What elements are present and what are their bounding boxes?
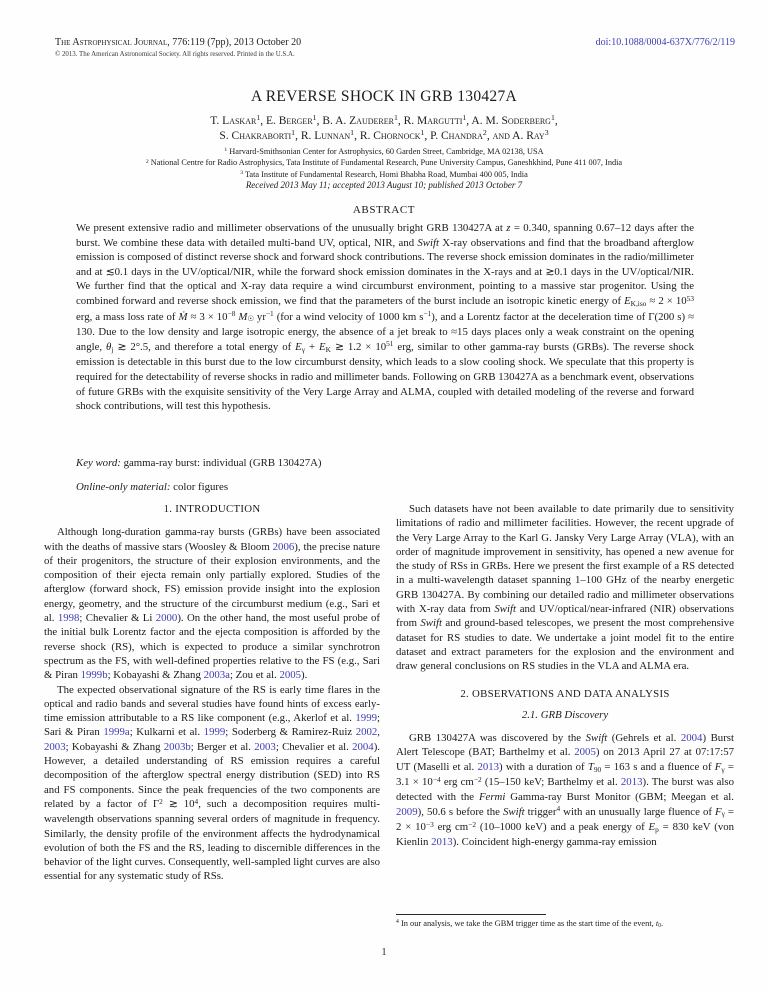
citation-link[interactable]: 2005: [279, 669, 302, 682]
paper-title: A REVERSE SHOCK IN GRB 130427A: [250, 88, 518, 105]
citation-link[interactable]: 2003: [44, 740, 66, 753]
text-run: Although long-duration gamma-ray bursts (GRBs) have been associated with the deaths of massive stars (Woosley & Bloom: [44, 526, 380, 553]
text-run: Harvard-Smithsonian Center for Astrophysics, 60 Garden Street, Cambridge, MA 02138, USA: [227, 147, 544, 156]
text-run: −8: [227, 309, 236, 319]
section-heading-introduction: 1. INTRODUCTION: [163, 503, 261, 515]
text-run: The expected observational signature of the RS is early time flares in the optical and radio bands and several studies have found hints of excess early-time emission attributable to a RS like component (e.g., Akerlof et al.: [44, 683, 380, 725]
text-run: Swift: [585, 732, 608, 745]
text-run: γ: [301, 344, 306, 354]
text-run: 1: [224, 147, 228, 154]
citation-link[interactable]: 2000: [155, 612, 178, 625]
author-line-1: [0, 114, 768, 129]
text-run: F: [714, 760, 722, 773]
text-run: 2: [145, 158, 149, 165]
citation-link[interactable]: 2003: [254, 740, 276, 753]
text-run: ), and a Lorentz factor at the deceleration time of Γ(200 s) ≈ 130. Due to the low density and large isotropic energy, the absence of a jet break to ≈15 days places only a weak constraint on the opening angle,: [76, 310, 694, 353]
text-run: +: [305, 340, 320, 353]
text-run: In our analysis, we take the GBM trigger time as the start time of the event,: [398, 919, 656, 928]
text-run: −1: [265, 309, 274, 319]
text-run: Swift: [420, 617, 443, 630]
text-run: , E. Berger: [260, 115, 313, 127]
section-heading-observations: 2. OBSERVATIONS AND DATA ANALYSIS: [460, 687, 670, 700]
text-run: 3: [240, 170, 244, 177]
text-run: E: [648, 820, 656, 833]
text-run: ), the precise nature of their progenitors, the structure of their explosion environments, and the composition of their ejecta remain only partially explored. Studies of the afterglow (forward shock, FS) emission provide insight into the explosion energy, geometry, and the structure of the circumburst medium (e.g., Sari et al.: [44, 540, 380, 625]
received-dates: Received 2013 May 11; accepted 2013 August 10; published 2013 October 7: [245, 180, 523, 190]
text-run: ). However, a detailed understanding of RS emission requires a careful decomposition of the afterglow spectral energy distribution (SED) into RS and FS components. Since the peak frequencies of the two components are related by a factor of Γ: [44, 740, 380, 810]
text-run: trigger: [524, 805, 557, 818]
text-run: = 0.340, spanning 0.67–12 days after the burst. We combine these data with detailed multi-band UV, optical, NIR, and: [76, 222, 694, 249]
citation-link[interactable]: 2013: [477, 760, 500, 773]
abstract-heading: ABSTRACT: [352, 204, 416, 216]
text-run: color figures: [170, 481, 229, 493]
text-run: −3: [425, 819, 434, 829]
affiliation-1: [0, 147, 768, 158]
copyright-line: © 2013. The American Astronomical Society. All rights reserved. Printed in the U.S.A.: [55, 51, 295, 58]
text-run: , R. Margutti: [397, 115, 463, 127]
text-run: F: [715, 805, 722, 818]
text-run: 51: [386, 339, 394, 349]
text-run: Swift: [503, 805, 525, 818]
text-run: , 776:119 (7pp), 2013 October 20: [167, 37, 302, 48]
intro-paragraph-1: [44, 525, 380, 682]
text-run: p: [655, 824, 659, 834]
text-run: 3: [544, 128, 549, 138]
text-run: γ: [721, 809, 725, 819]
text-run: γ: [721, 764, 725, 774]
text-run: 90: [593, 764, 602, 774]
text-run: S. Chakraborti: [219, 130, 292, 142]
text-run: X-ray observations and find that the broadband afterglow emission is composed of distinct reverse shock and forward shock contributions. The reverse shock emission dominates in the radio/millimeter and at ≲0.1 days in the UV/optical/NIR, while the forward shock emission dominates in the X-rays and at ≳0.1 days in the UV/optical/NIR. We further find that the optical and X-ray data require a wind circumburst environment, pointing to a massive star progenitor. Using the combined forward and reverse shock emission, we find that the parameters of the burst include an isotropic kinetic energy of: [76, 236, 695, 307]
text-run: = 2 × 10: [396, 805, 734, 833]
doi-link[interactable]: doi:10.1088/0004-637X/776/2/119: [595, 37, 735, 48]
text-run: −2: [468, 819, 476, 829]
text-run: 1: [291, 128, 296, 138]
text-run: 2: [159, 796, 163, 806]
text-run: (15–150 keV; Barthelmy et al.: [481, 776, 621, 789]
text-run: GRB 130427A was discovered by the: [409, 732, 586, 745]
intro-paragraph-2: [44, 683, 380, 884]
discovery-paragraph: [396, 731, 734, 849]
text-run: , B. A. Zauderer: [316, 115, 394, 127]
text-run: 4: [396, 919, 399, 926]
text-run: K,iso: [630, 298, 647, 308]
text-run: t: [655, 919, 659, 928]
text-run: ).: [301, 669, 308, 682]
text-run: , R. Lunnan: [295, 130, 351, 142]
text-run: j: [111, 344, 114, 354]
text-run: (Gehrels et al.: [607, 732, 681, 745]
text-run: T: [587, 760, 594, 773]
text-run: ≳ 2°.5, and therefore a total energy of: [113, 340, 296, 353]
text-run: ). The burst was also detected with the: [396, 776, 734, 804]
citation-link[interactable]: 2005: [574, 746, 596, 759]
text-run: −1: [423, 309, 432, 319]
text-run: Such datasets have not been available to date primarily due to sensitivity limitations of radio and millimeter facilities. However, the recent upgrade of the Very Large Array to the Karl G. Jansky Very Large Array (VLA), with an order of magnitude improvement in sensitivity, has opened a new avenue for the study of RSs in GRBs. Here we present the first example of a RS detected in a multi-wavelength dataset spanning 1–100 GHz of the nearby energetic GRB 130427A. By combining our detailed radio and millimeter observations with X-ray data from: [396, 503, 734, 616]
subsection-heading-grb-discovery: 2.1. GRB Discovery: [521, 708, 609, 721]
text-run: ☉: [247, 314, 254, 324]
text-run: erg cm: [433, 820, 469, 833]
text-run: 1: [550, 113, 555, 123]
text-run: with an unusually large fluence of: [560, 805, 715, 818]
text-run: erg cm: [440, 776, 474, 789]
citation-link[interactable]: 2006: [272, 540, 295, 553]
text-run: .: [661, 919, 664, 928]
citation-link[interactable]: 1999b: [80, 669, 108, 682]
text-run: , and A. Ray: [486, 130, 545, 142]
text-run: erg, a mass loss rate of: [76, 310, 179, 323]
text-run: 0: [658, 923, 662, 930]
affiliations: [0, 147, 768, 181]
citation-link[interactable]: 1999: [355, 712, 377, 725]
text-run: erg, similar to other gamma-ray bursts (GRBs). The reverse shock emission is detectable in this burst due to the low circumburst density, which leads to a slow cooling shock. We speculate that this property is required for the detectability of reverse shocks in radio and millimeter bands. Following on GRB 130427A as a benchmark event, observations of future GRBs with the exquisite sensitivity of the Very Large Array and ALMA, coupled with detailed modeling of the reverse and forward shock contributions, will test this hypothesis.: [76, 340, 694, 413]
text-run: ≈ 2 × 10: [646, 294, 687, 307]
text-run: ; Zou et al.: [229, 669, 280, 682]
text-run: T. Laskar: [210, 115, 257, 127]
text-run: K: [325, 344, 331, 354]
text-run: and ground-based telescopes, we present the most comprehensive dataset for RS studies to date. We undertake a joint model fit to the entire dataset and extract parameters for the explosion and the environment and draw general conclusions on RS studies in the VLA and ALMA era.: [396, 617, 734, 673]
text-run: , such a decomposition requires multi-wavelength observations spanning several orders of magnitude in frequency. Similarly, the density profile of the environment affects the hydrodynamical evolution of both the FS and the RS, leading to discernible differences in the behavior of the light curves. Consequently, well-sampled light curves are also essential for any systematic study of RSs.: [44, 797, 380, 883]
text-run: ,: [554, 115, 558, 127]
text-run: 1: [256, 113, 261, 123]
citation-link[interactable]: 1999: [203, 726, 226, 739]
text-run: ≳ 10: [162, 797, 195, 810]
text-run: M: [238, 310, 248, 323]
citation-link[interactable]: 2013: [431, 836, 453, 849]
citation-link[interactable]: 2004: [352, 740, 374, 753]
text-run: ) with a duration of: [499, 760, 588, 773]
text-run: 1: [393, 113, 398, 123]
text-run: Swift: [494, 603, 516, 616]
text-run: 1: [462, 113, 467, 123]
text-run: yr: [253, 310, 266, 323]
text-run: Key word:: [76, 457, 121, 469]
text-run: E: [319, 340, 326, 353]
text-run: ) on 2013 April 27 at 07:17:57 UT (Maselli et al.: [396, 746, 734, 773]
text-run: We present extensive radio and millimeter observations of the unusually bright GRB 130427A at: [76, 222, 507, 234]
text-run: (10–1000 keV) and a peak energy of: [476, 820, 649, 833]
text-run: ). On the other hand, the most useful probe of the initial bulk Lorentz factor and the ejecta composition is afforded by the reverse shock (RS), which is expected to produce a similar synchrotron spectrum as the FS, with well-defined properties relative to the FS (e.g., Sari & Piran: [44, 612, 380, 682]
text-run: 4: [556, 804, 561, 814]
text-run: ). Coincident high-energy gamma-ray emission: [452, 836, 657, 849]
text-run: Ṁ: [178, 310, 188, 323]
text-run: Fermi: [478, 791, 506, 804]
footnote-divider: [396, 914, 546, 915]
text-run: ; Kulkarni et al.: [129, 726, 204, 739]
text-run: 1: [312, 113, 317, 123]
text-run: Swift: [417, 236, 439, 249]
page-number: 1: [381, 947, 387, 958]
author-list: [0, 114, 768, 144]
citation-link[interactable]: 1998: [57, 612, 80, 625]
text-run: ,: [377, 726, 380, 739]
text-run: ; Berger et al.: [190, 740, 255, 753]
citation-link[interactable]: 2013: [620, 776, 643, 789]
intro-paragraph-3: [396, 502, 734, 674]
text-run: θ: [106, 340, 112, 353]
citation-link[interactable]: 1999a: [103, 726, 130, 739]
text-run: ; Chevalier & Li: [79, 612, 156, 625]
text-run: gamma-ray burst: individual (GRB 130427A): [120, 457, 322, 469]
text-run: National Centre for Radio Astrophysics, Tata Institute of Fundamental Research, Pune University Campus, Ganeshkhind, Pune 411 007, India: [148, 158, 623, 168]
text-run: Online-only material:: [76, 481, 171, 493]
text-run: = 3.1 × 10: [396, 760, 734, 789]
text-run: ; Kobayashi & Zhang: [65, 740, 164, 753]
text-run: 53: [686, 293, 694, 303]
text-run: Gamma-ray Burst Monitor (GBM; Meegan et al.: [505, 791, 734, 804]
text-run: , P. Chandra: [424, 130, 483, 142]
text-run: , R. Chornock: [354, 130, 421, 142]
online-material-line: [76, 481, 694, 493]
journal-citation: [55, 37, 301, 48]
column-right: [396, 502, 734, 850]
text-run: ; Kobayashi & Zhang: [107, 669, 204, 682]
text-run: E: [295, 340, 302, 353]
text-run: 1: [420, 128, 425, 138]
text-run: ; Chevalier et al.: [275, 740, 353, 753]
text-run: and UV/optical/near-infrared (NIR) observations from: [396, 603, 734, 630]
text-run: 1: [350, 128, 355, 138]
affiliation-2: [0, 158, 768, 169]
footnote: [396, 914, 734, 931]
text-run: Tata Institute of Fundamental Research, Homi Bhabha Road, Mumbai 400 005, India: [243, 169, 528, 179]
text-run: The Astrophysical Journal: [55, 37, 168, 48]
text-run: ), 50.6 s before the: [417, 805, 503, 818]
text-run: ) Burst Alert Telescope (BAT; Barthelmy et al.: [396, 732, 734, 759]
text-run: −2: [473, 774, 482, 784]
text-run: ; Soderberg & Ramirez-Ruiz: [225, 726, 356, 739]
text-run: ≈ 3 × 10: [187, 310, 228, 323]
author-line-2: [0, 129, 768, 144]
text-run: ; Sari & Piran: [44, 712, 380, 739]
text-run: z: [506, 222, 511, 234]
citation-link[interactable]: 2002: [355, 726, 378, 739]
text-run: = 830 keV (von Kienlin: [396, 820, 735, 849]
text-run: −4: [432, 774, 441, 784]
keyword-line: [76, 457, 694, 469]
abstract-text: [76, 221, 694, 414]
citation-link[interactable]: 2004: [680, 732, 703, 745]
column-left: [44, 502, 380, 884]
text-run: ≳ 1.2 × 10: [330, 340, 387, 353]
text-run: E: [624, 294, 631, 307]
footnote-text: [396, 919, 734, 931]
text-run: 4: [194, 796, 199, 806]
citation-link[interactable]: 2003a: [203, 669, 230, 682]
text-run: (for a wind velocity of 1000 km s: [273, 310, 424, 323]
text-run: 2: [482, 128, 487, 138]
citation-link[interactable]: 2009: [396, 805, 418, 818]
citation-link[interactable]: 2003b: [163, 740, 191, 753]
text-run: , A. M. Soderberg: [466, 115, 551, 127]
text-run: = 163 s and a fluence of: [601, 760, 715, 773]
